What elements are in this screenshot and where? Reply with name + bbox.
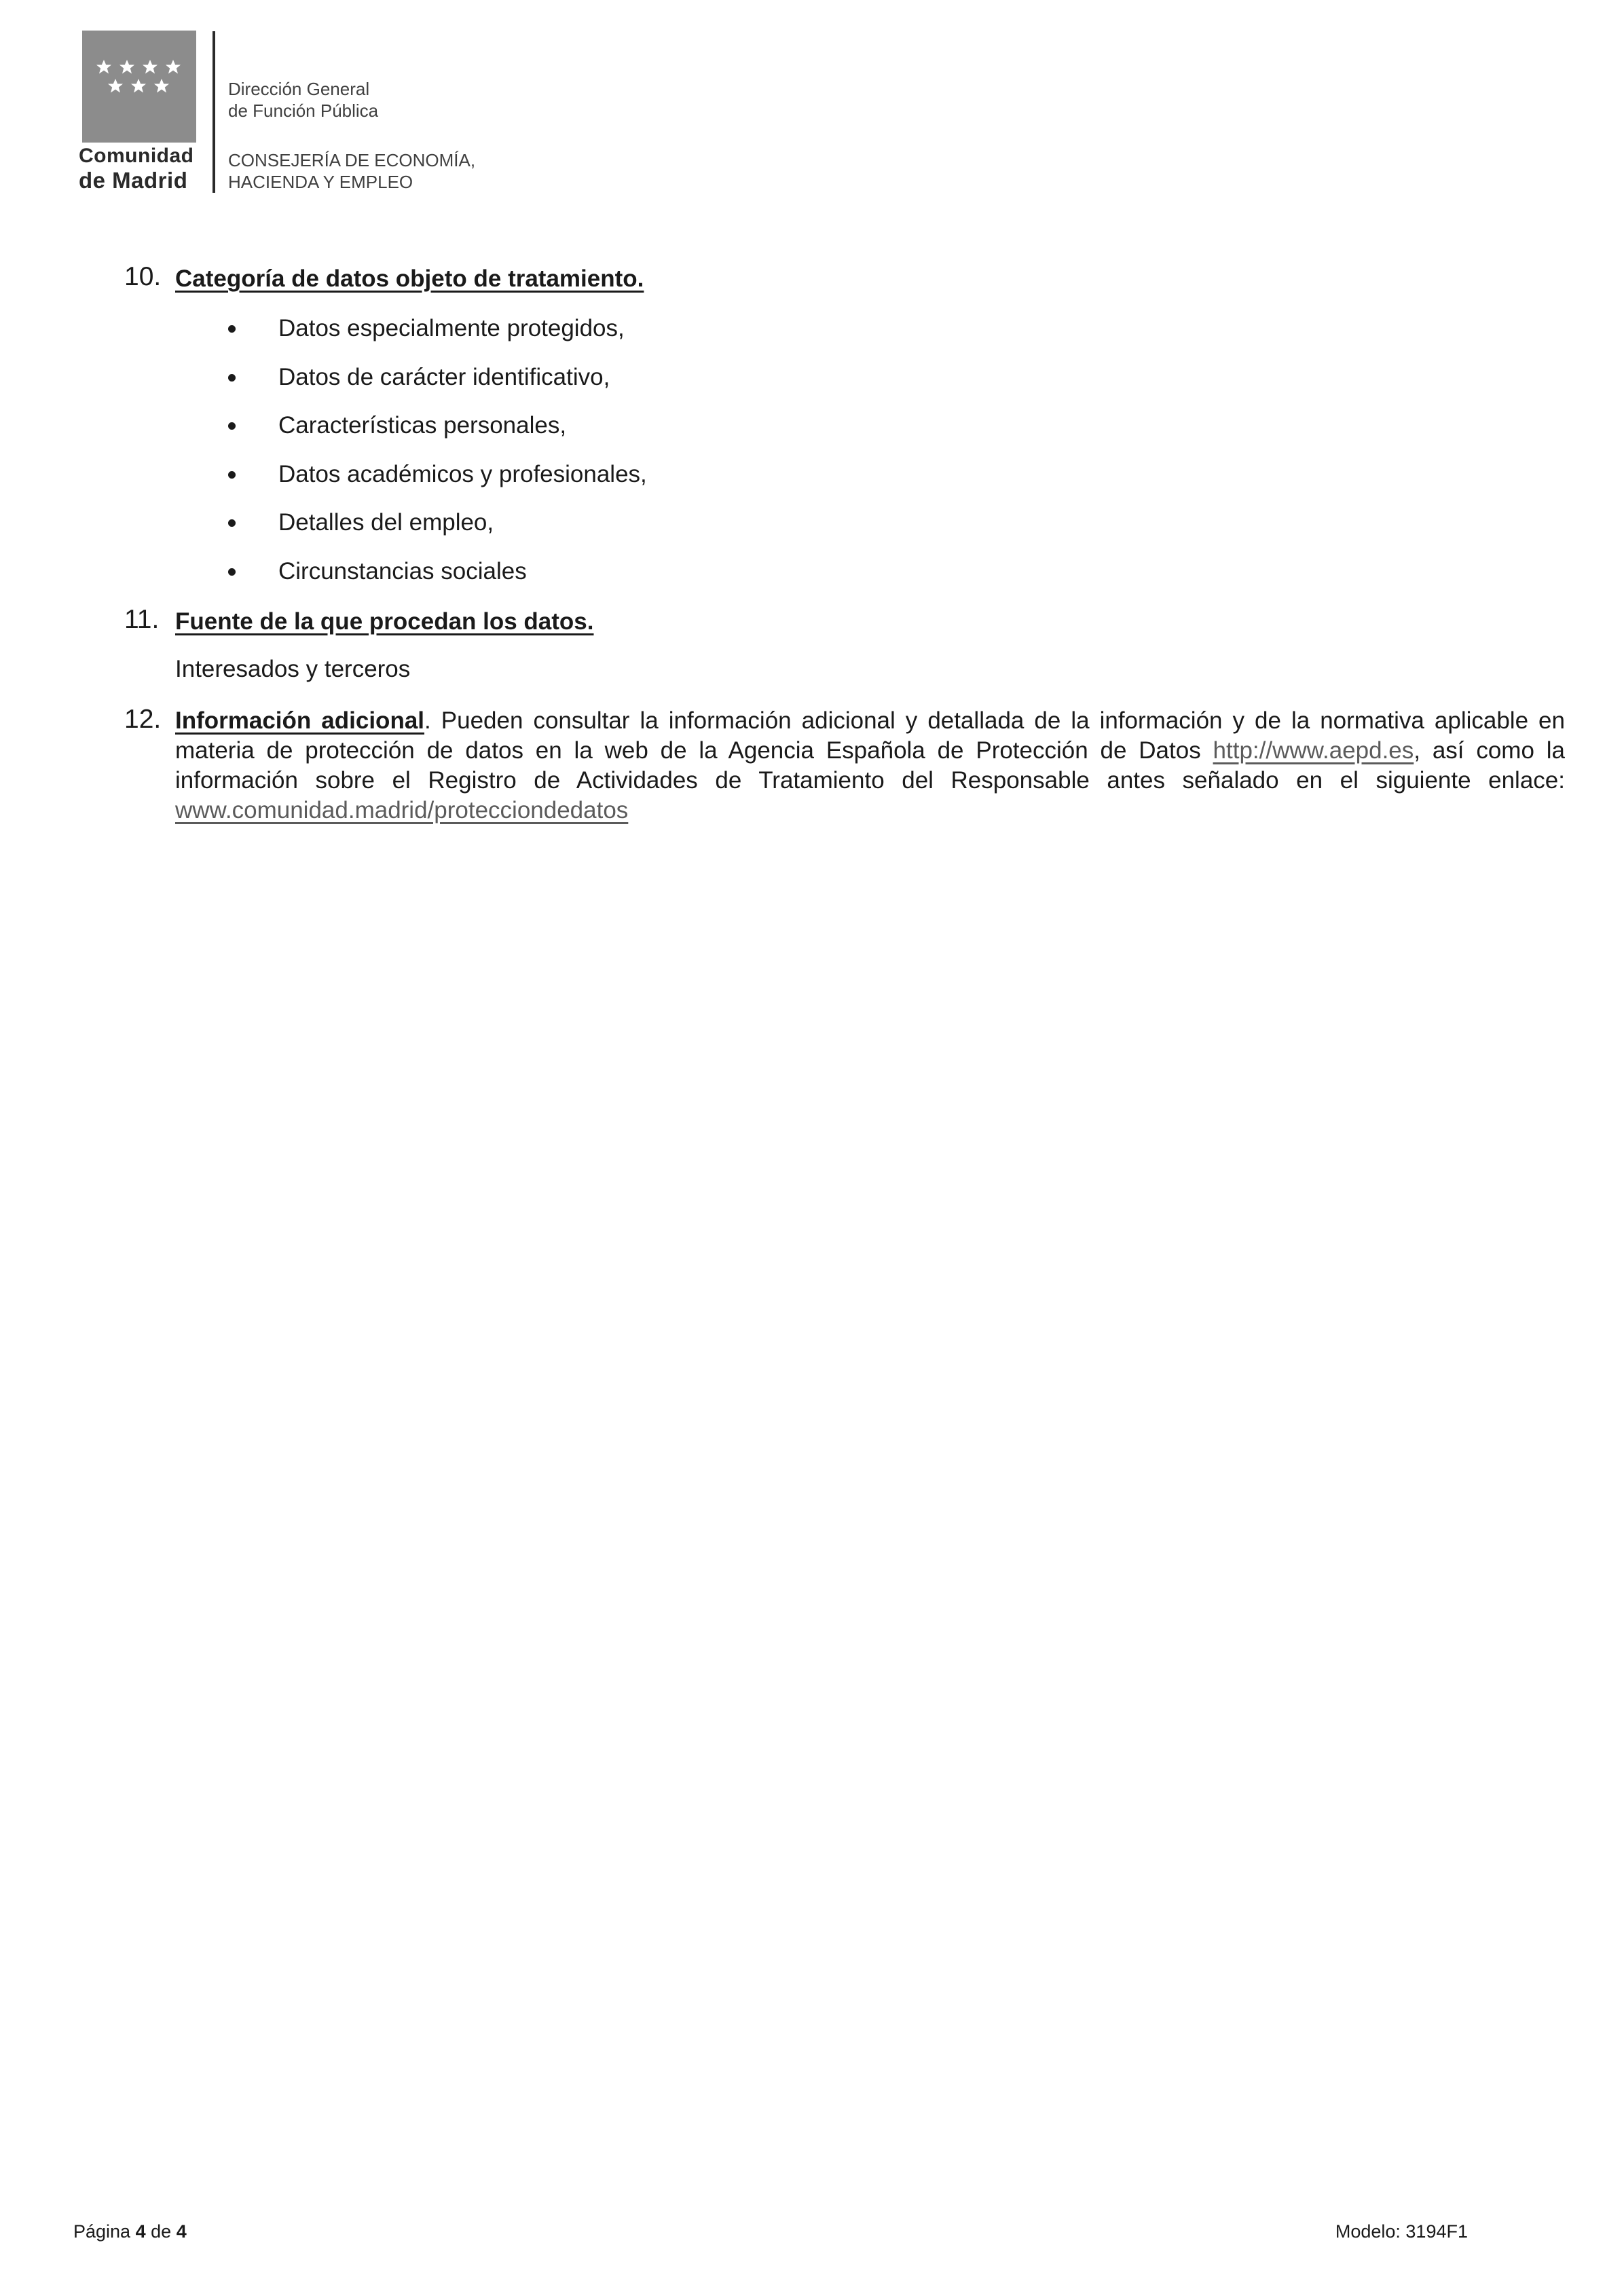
data-categories-list bbox=[224, 310, 647, 601]
list-item bbox=[224, 310, 647, 359]
list-item bbox=[224, 359, 647, 408]
section-12-number: 12. bbox=[124, 705, 162, 734]
section-10-title: Categoría de datos objeto de tratamiento. bbox=[175, 265, 644, 292]
section-10-number: 10. bbox=[124, 262, 162, 291]
bullet-icon bbox=[228, 325, 236, 333]
section-11-title: Fuente de la que procedan los datos. bbox=[175, 608, 594, 635]
page-label: Página bbox=[73, 2221, 131, 2242]
section-12-title: Información adicional bbox=[175, 707, 425, 734]
additional-info-paragraph bbox=[175, 706, 1565, 826]
list-item-text: Circunstancias sociales bbox=[278, 557, 527, 585]
bullet-icon bbox=[228, 471, 236, 479]
page-number bbox=[73, 2221, 187, 2242]
department-line-2: de Función Pública bbox=[228, 100, 379, 121]
list-item bbox=[224, 456, 647, 505]
page-of: de bbox=[151, 2221, 172, 2242]
list-item bbox=[224, 553, 647, 602]
list-item-text: Datos de carácter identificativo, bbox=[278, 363, 610, 390]
header-divider bbox=[213, 31, 215, 193]
data-source-text: Interesados y terceros bbox=[175, 656, 411, 682]
paragraph-text-2: , así como la información sobre el Registro de Actividades de Tratamiento del Responsable antes señalado en el siguiente enlace: bbox=[175, 737, 1565, 794]
bullet-icon bbox=[228, 568, 236, 576]
list-item-text: Datos académicos y profesionales, bbox=[278, 460, 647, 487]
bullet-icon bbox=[228, 422, 236, 430]
bullet-icon bbox=[228, 519, 236, 527]
department-line-4: HACIENDA Y EMPLEO bbox=[228, 172, 413, 192]
data-protection-link[interactable]: www.comunidad.madrid/protecciondedatos bbox=[175, 797, 629, 823]
department-line-3: CONSEJERÍA DE ECONOMÍA, bbox=[228, 150, 476, 170]
section-11-number: 11. bbox=[124, 605, 160, 634]
logo-name-line2: de Madrid bbox=[79, 168, 188, 193]
list-item-text: Datos especialmente protegidos, bbox=[278, 315, 625, 341]
paragraph-text-1: Pueden consultar la información adicional y detallada de la información y de la normativa aplicable en materia de protección de datos en la web de la Agencia Española de Protección de Datos bbox=[175, 707, 1565, 764]
department-line-1: Dirección General bbox=[228, 79, 370, 99]
logo-name-line1: Comunidad bbox=[79, 145, 194, 167]
list-item bbox=[224, 504, 647, 553]
bullet-icon bbox=[228, 374, 236, 382]
aepd-link[interactable]: http://www.aepd.es bbox=[1213, 737, 1414, 764]
list-item-text: Características personales, bbox=[278, 412, 567, 439]
model-code: Modelo: 3194F1 bbox=[1335, 2221, 1468, 2242]
section-12-title-period: . bbox=[424, 707, 431, 734]
logo-emblem bbox=[82, 31, 196, 143]
page-total: 4 bbox=[176, 2221, 187, 2242]
page-current: 4 bbox=[135, 2221, 146, 2242]
list-item-text: Detalles del empleo, bbox=[278, 509, 494, 536]
list-item bbox=[224, 407, 647, 456]
stars-icon bbox=[82, 31, 196, 143]
